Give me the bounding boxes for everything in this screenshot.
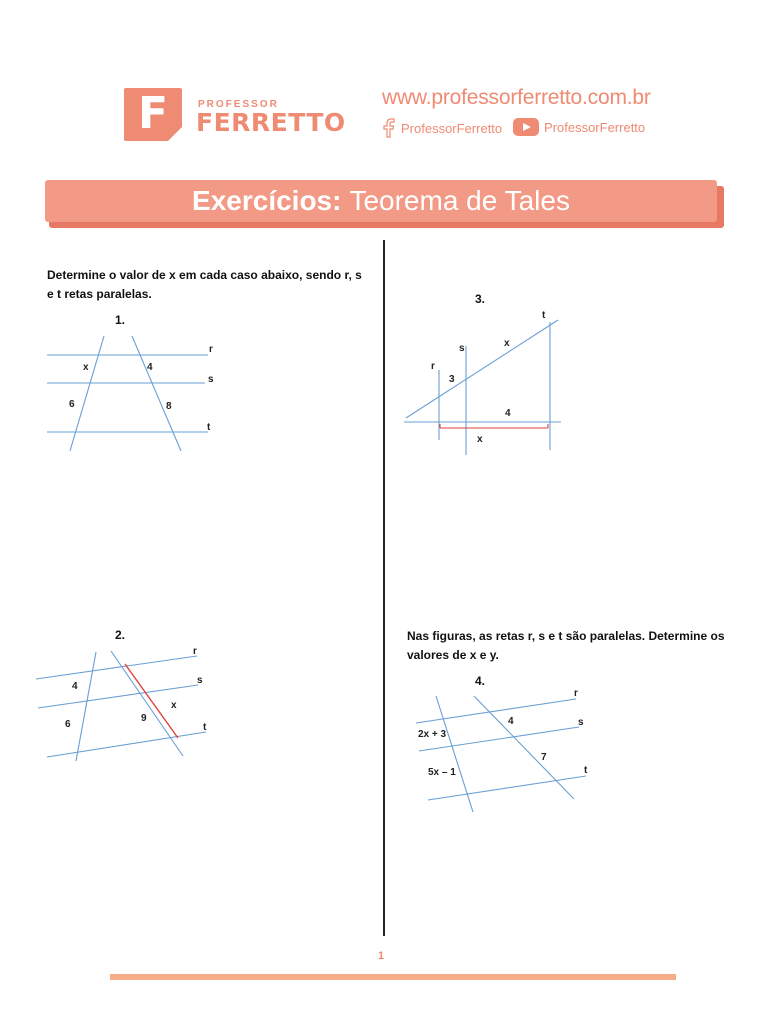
ex1-label-r: r <box>209 344 213 355</box>
page-number: 1 <box>378 950 385 962</box>
ex3-label-r: r <box>431 361 435 372</box>
ex4-label-4: 4 <box>508 716 514 727</box>
exercise-2-number: 2. <box>115 628 126 642</box>
ex2-label-t: t <box>203 722 207 733</box>
ex2-label-4: 4 <box>72 681 78 692</box>
exercise-1-number: 1. <box>115 313 126 327</box>
exercise-4-number: 4. <box>475 674 486 688</box>
ex1-transversal-right <box>132 336 181 451</box>
ex3-label-x-top: x <box>504 338 510 349</box>
ex4-parallel-t <box>428 776 586 800</box>
ex2-label-r: r <box>193 646 197 657</box>
ex2-label-x: x <box>171 700 177 711</box>
ex4-label-2x-plus-3: 2x + 3 <box>418 729 447 740</box>
ex4-label-7: 7 <box>541 752 547 763</box>
facebook-handle: ProfessorFerretto <box>401 120 503 136</box>
ex1-label-4: 4 <box>147 362 153 373</box>
ex3-label-x-bottom: x <box>477 434 483 445</box>
banner-title: Teorema de Tales <box>349 185 570 216</box>
ex3-label-s: s <box>459 343 465 354</box>
logo-letter: F <box>137 88 169 139</box>
footer-bar <box>110 974 676 980</box>
exercise-3-number: 3. <box>475 292 486 306</box>
ex2-label-9: 9 <box>141 713 147 724</box>
instructions-left: Determine o valor de x em cada caso abaixo, sendo r, s e t retas paralelas. <box>47 268 362 301</box>
website-link[interactable]: www.professorferretto.com.br <box>382 86 651 109</box>
ex3-label-4: 4 <box>505 408 511 419</box>
instructions-right: Nas figuras, as retas r, s e t são paralelas. Determine os valores de x e y. <box>407 629 725 662</box>
ex3-label-t: t <box>542 310 546 321</box>
ex1-label-6: 6 <box>69 399 75 410</box>
ex4-label-s: s <box>578 717 584 728</box>
ex3-hypotenuse <box>406 320 558 418</box>
ex1-label-x: x <box>83 362 89 373</box>
ex1-label-s: s <box>208 374 214 385</box>
brand-subtitle: PROFESSOR <box>198 99 279 110</box>
ex4-label-5x-minus-1: 5x – 1 <box>428 767 456 778</box>
ex3-label-3: 3 <box>449 374 455 385</box>
ex2-transversal-left <box>76 652 96 761</box>
brand-name: FERRETTO <box>196 108 346 137</box>
ex4-label-r: r <box>574 688 578 699</box>
ex2-label-s: s <box>197 675 203 686</box>
ex4-transversal-left <box>436 696 473 812</box>
ex2-label-6: 6 <box>65 719 71 730</box>
ex1-label-8: 8 <box>166 401 172 412</box>
ex4-label-t: t <box>584 765 588 776</box>
ex4-transversal-right <box>474 696 574 799</box>
ex2-parallel-t <box>47 732 206 757</box>
ex1-label-t: t <box>207 422 211 433</box>
banner-title-bold: Exercícios: <box>192 185 342 216</box>
youtube-handle: ProfessorFerretto <box>544 119 646 135</box>
ex1-transversal-left <box>70 336 104 451</box>
